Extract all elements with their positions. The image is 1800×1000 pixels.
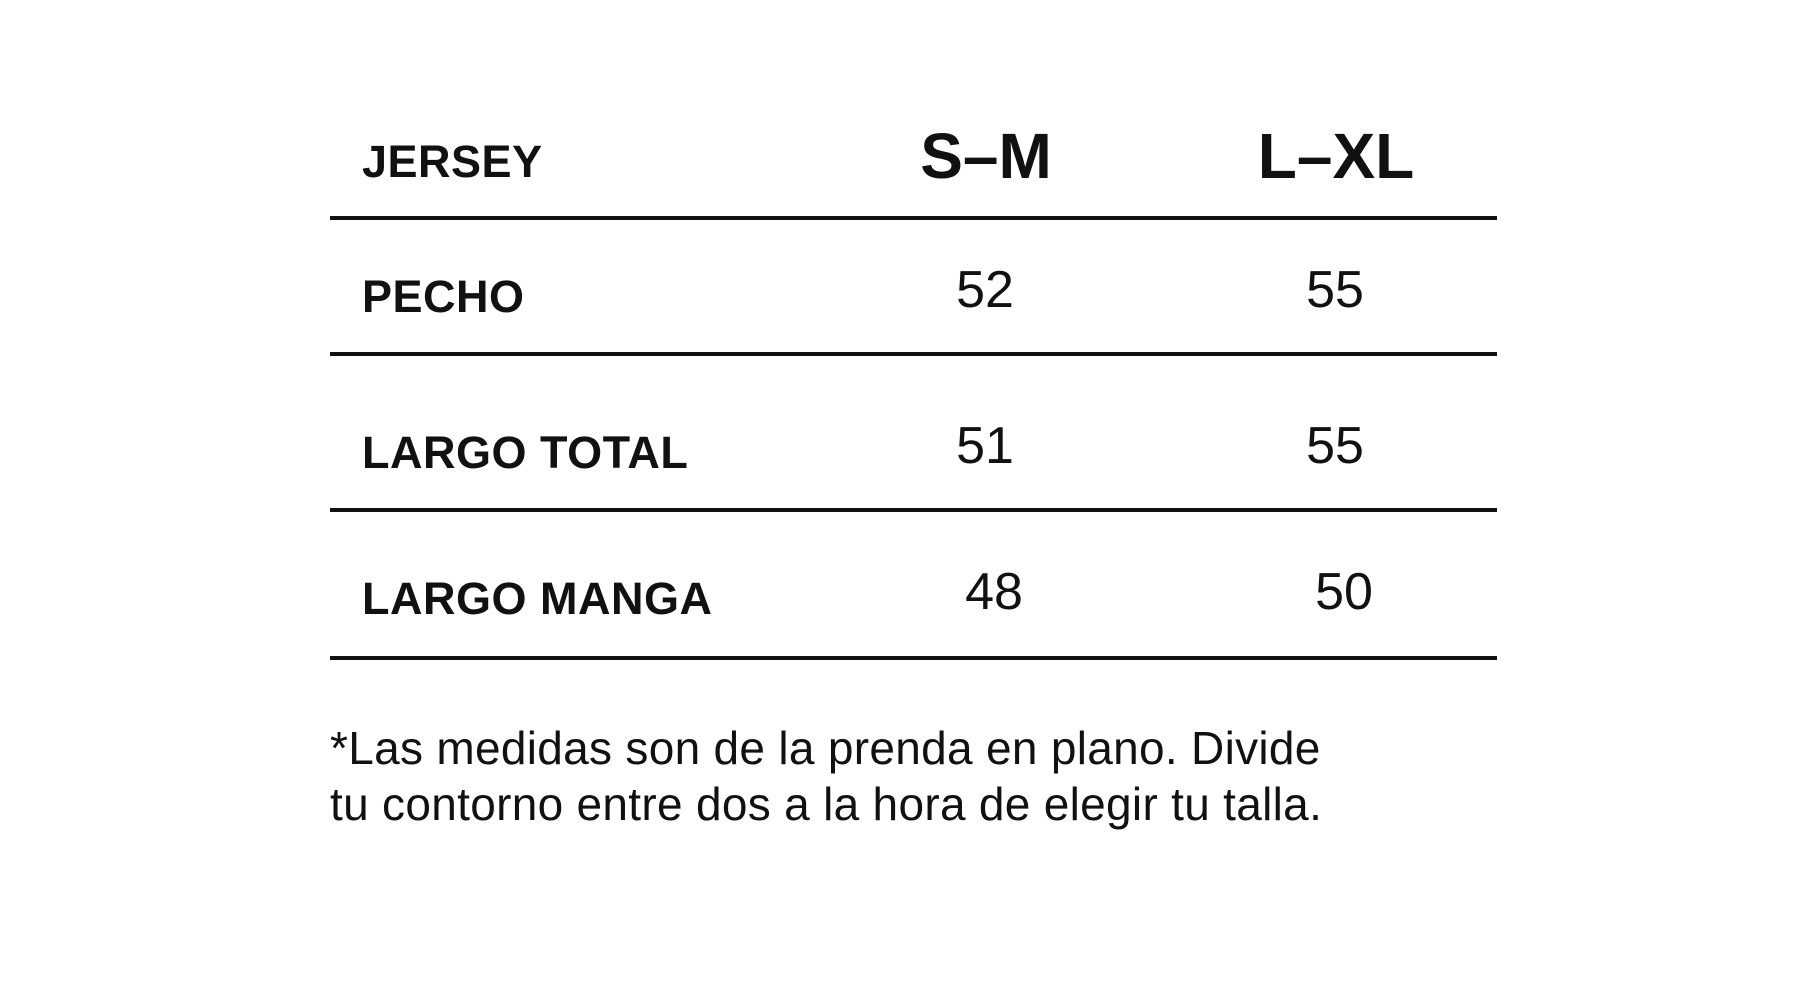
row-value-pecho-s-m: 52 (956, 261, 1014, 319)
header-size-l-xl: L–XL (1257, 120, 1415, 192)
row-divider (330, 508, 1497, 512)
row-label-pecho: PECHO (362, 271, 525, 322)
row-label-largo-manga: LARGO MANGA (362, 573, 713, 624)
row-divider (330, 352, 1497, 356)
row-value-largo-manga-s-m: 48 (965, 563, 1023, 621)
row-value-largo-total-s-m: 51 (956, 417, 1014, 475)
header-row-label: JERSEY (362, 136, 543, 187)
row-value-largo-manga-l-xl: 50 (1315, 563, 1373, 621)
measurement-note (330, 720, 1510, 832)
row-value-pecho-l-xl: 55 (1306, 261, 1364, 319)
header-divider (330, 216, 1497, 220)
row-label-largo-total: LARGO TOTAL (362, 427, 689, 478)
row-value-largo-total-l-xl: 55 (1306, 417, 1364, 475)
note-line-2: tu contorno entre dos a la hora de elegir tu talla. (330, 778, 1323, 830)
note-line-1: *Las medidas son de la prenda en plano. Divide (330, 722, 1321, 774)
table-bottom-divider (330, 656, 1497, 660)
header-size-s-m: S–M (920, 120, 1052, 192)
